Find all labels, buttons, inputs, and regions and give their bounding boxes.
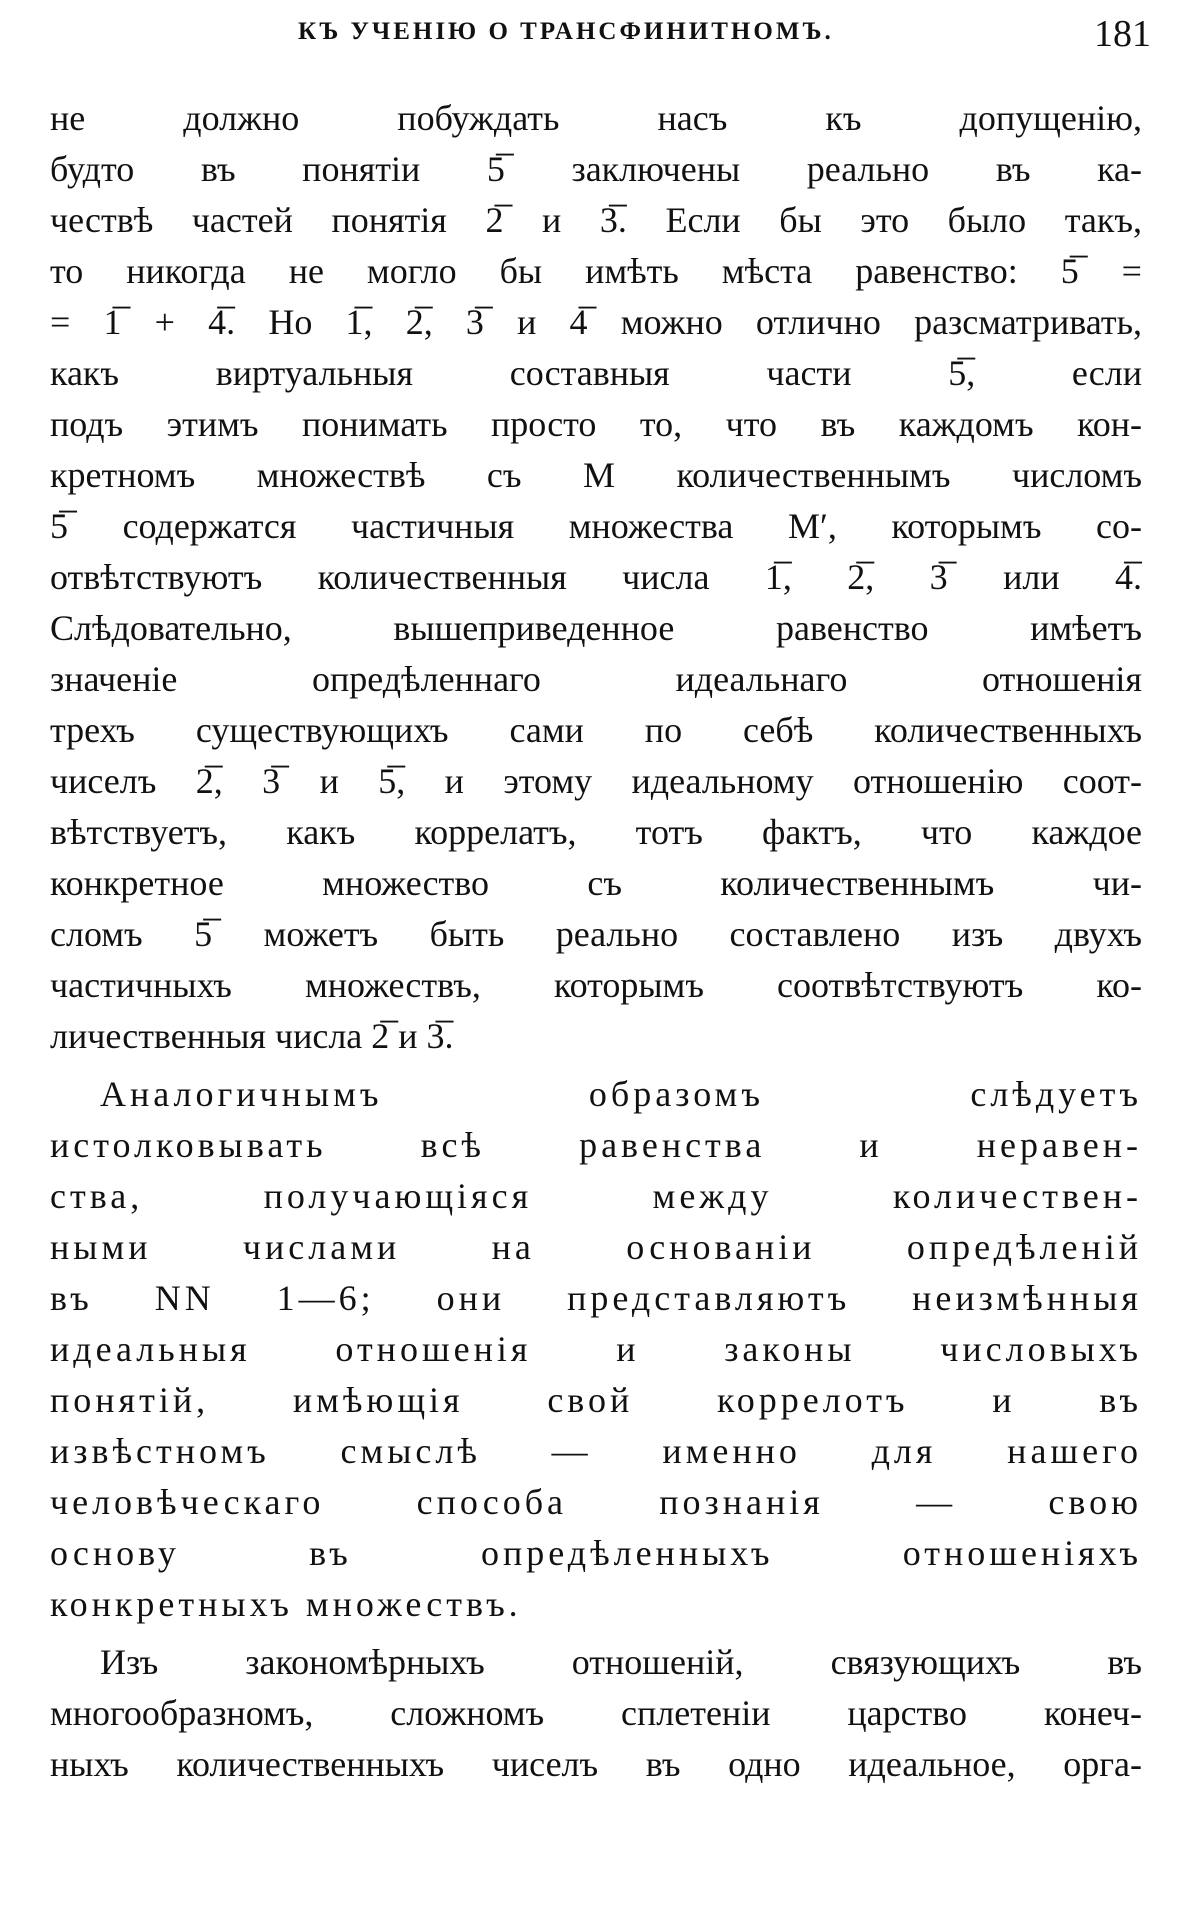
text-line: извѣстномъ смыслѣ — именно для нашего bbox=[50, 1431, 1142, 1471]
text-line: ныхъ количественныхъ чиселъ въ одно идеальное, орга- bbox=[50, 1744, 1142, 1784]
text-line: сломъ 5̅ можетъ быть реально составлено изъ двухъ bbox=[50, 914, 1142, 954]
text-line: Аналогичнымъ образомъ слѣдуетъ bbox=[100, 1074, 1142, 1114]
text-line: отвѣтствуютъ количественныя числа 1̅, 2̅, 3̅ или 4̅. bbox=[50, 557, 1142, 597]
running-title: КЪ УЧЕНІЮ О ТРАНСФИНИТНОМЪ. bbox=[298, 18, 834, 45]
text-line: = 1̅ + 4̅. Но 1̅, 2̅, 3̅ и 4̅ можно отлично разсматривать, bbox=[50, 302, 1142, 342]
text-line: вѣтствуетъ, какъ коррелатъ, тотъ фактъ, что каждое bbox=[50, 812, 1142, 852]
text-line: основу въ опредѣленныхъ отношеніяхъ bbox=[50, 1533, 1142, 1573]
text-line: чествѣ частей понятія 2̅ и 3̅. Если бы это было такъ, bbox=[50, 200, 1142, 240]
text-line: ными числами на основаніи опредѣленій bbox=[50, 1227, 1142, 1267]
text-line: человѣческаго способа познанія — свою bbox=[50, 1482, 1142, 1522]
text-line: Слѣдовательно, вышеприведенное равенство имѣетъ bbox=[50, 608, 1142, 648]
text-line: понятій, имѣющія свой коррелотъ и въ bbox=[50, 1380, 1142, 1420]
text-line: ства, получающіяся между количествен- bbox=[50, 1176, 1142, 1216]
text-line: то никогда не могло бы имѣть мѣста равенство: 5̅ = bbox=[50, 251, 1142, 291]
text-line: личественныя числа 2̅ и 3̅. bbox=[50, 1016, 454, 1056]
text-line: подъ этимъ понимать просто то, что въ каждомъ кон- bbox=[50, 404, 1142, 444]
text-line: кретномъ множествѣ съ M количественнымъ числомъ bbox=[50, 455, 1142, 495]
text-line: не должно побуждать насъ къ допущенію, bbox=[50, 98, 1142, 138]
text-line: какъ виртуальныя составныя части 5̅, если bbox=[50, 353, 1142, 393]
text-line: значеніе опредѣленнаго идеальнаго отношенія bbox=[50, 659, 1142, 699]
text-line: истолковывать всѣ равенства и неравен- bbox=[50, 1125, 1142, 1165]
text-line: конкретное множество съ количественнымъ чи- bbox=[50, 863, 1142, 903]
text-line: 5̅ содержатся частичныя множества M′, которымъ со- bbox=[50, 506, 1142, 546]
text-line: будто въ понятіи 5̅ заключены реально въ ка- bbox=[50, 149, 1142, 189]
text-line: частичныхъ множествъ, которымъ соотвѣтствуютъ ко- bbox=[50, 965, 1142, 1005]
text-line: идеальныя отношенія и законы числовыхъ bbox=[50, 1329, 1142, 1369]
text-line: чиселъ 2̅, 3̅ и 5̅, и этому идеальному отношенію соот- bbox=[50, 761, 1142, 801]
text-line: многообразномъ, сложномъ сплетеніи царство конеч- bbox=[50, 1693, 1142, 1733]
text-line: въ NN 1—6; они представляютъ неизмѣнныя bbox=[50, 1278, 1142, 1318]
text-line: конкретныхъ множествъ. bbox=[50, 1584, 522, 1624]
page-number: 181 bbox=[1094, 13, 1151, 55]
text-line: Изъ закономѣрныхъ отношеній, связующихъ въ bbox=[100, 1642, 1142, 1682]
text-line: трехъ существующихъ сами по себѣ количественныхъ bbox=[50, 710, 1142, 750]
